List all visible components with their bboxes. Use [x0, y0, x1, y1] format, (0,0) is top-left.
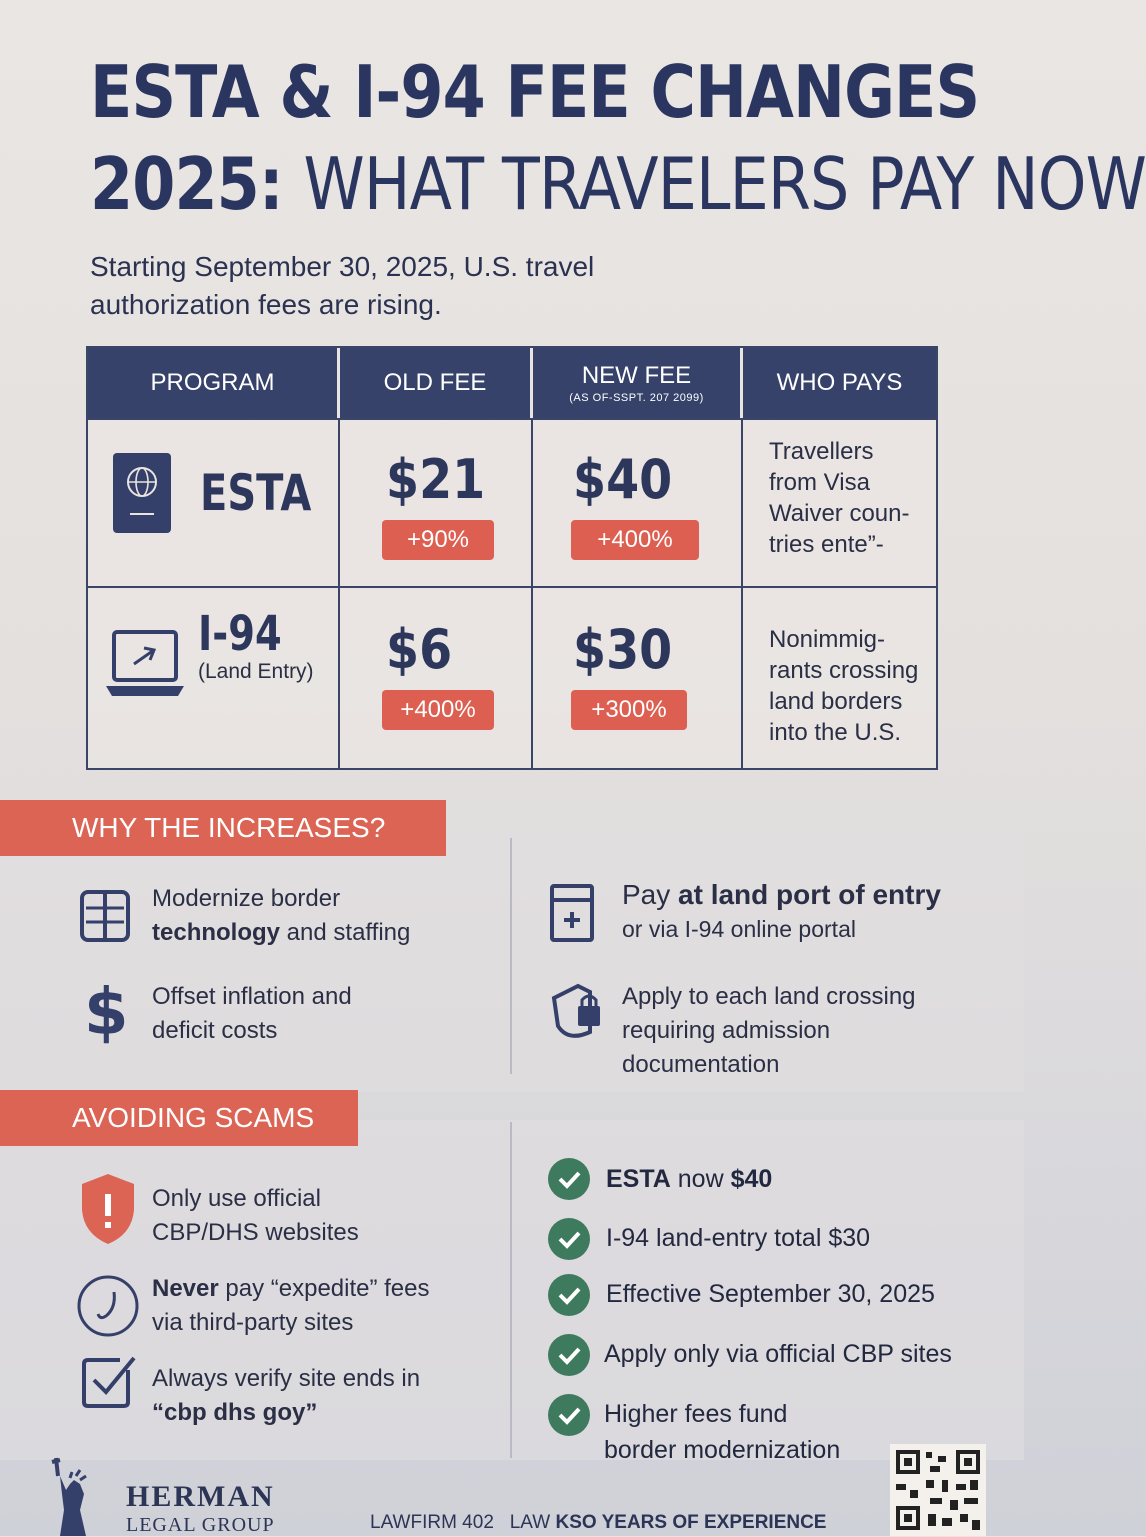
why-item-4: Apply to each land crossing requiring admission documentation — [622, 983, 916, 1078]
old-fee-cell — [340, 420, 533, 586]
new-fee-badge: +400% — [571, 520, 699, 560]
header-who-pays: WHO PAYS — [776, 369, 903, 396]
scam-item-3: Always verify site ends in “cbp dhs goy” — [152, 1365, 421, 1426]
program-name: ESTA — [200, 464, 312, 522]
header-new-fee: NEW FEE (AS OF-SSPT. 207 2099) — [533, 348, 743, 418]
header-old-fee: OLD FEE — [340, 348, 533, 418]
title-year: 2025: — [90, 142, 283, 226]
phone-icon — [76, 1274, 140, 1338]
old-fee: $6 — [386, 618, 453, 681]
why-item-2: Offset inflation and deficit costs — [152, 983, 352, 1044]
who-pays-cell — [743, 420, 936, 586]
checklist-item: I-94 land-entry total $30 — [606, 1224, 871, 1252]
scams-heading: AVOIDING SCAMS — [0, 1090, 358, 1146]
passport-icon — [112, 452, 172, 534]
intro-text: Starting September 30, 2025, U.S. travel authorization fees are rising. — [90, 251, 595, 320]
new-fee-cell — [533, 420, 743, 586]
program-cell — [88, 588, 340, 770]
check-icon — [548, 1394, 590, 1436]
title-rest: WHAT TRAVELERS PAY NOW — [303, 142, 1146, 226]
new-fee: $30 — [573, 618, 673, 681]
kiosk-icon — [548, 882, 596, 944]
footer-tagline: LAWFIRM 402 LAW KSO YEARS OF EXPERIENCE — [370, 1512, 827, 1533]
check-icon — [548, 1274, 590, 1316]
firm-sub: LEGAL GROUP — [126, 1514, 275, 1536]
title-line-1: ESTA & I-94 FEE CHANGES — [90, 50, 980, 134]
new-fee-badge: +300% — [571, 690, 687, 730]
warning-shield-icon — [80, 1172, 136, 1246]
old-fee-badge: +90% — [382, 520, 494, 560]
fee-table — [86, 346, 938, 770]
laptop-icon — [104, 628, 186, 700]
table-row — [88, 418, 936, 586]
why-heading: WHY THE INCREASES? — [0, 800, 446, 856]
check-icon — [548, 1158, 590, 1200]
who-pays-text: Nonimmig- rants crossing land borders into the U.S. — [769, 626, 919, 746]
new-fee: $40 — [573, 448, 673, 511]
old-fee: $21 — [386, 448, 486, 511]
dollar-icon: $ — [84, 976, 129, 1050]
fee-table-header — [88, 348, 936, 418]
who-pays-cell — [743, 588, 936, 770]
firm-logo — [126, 1480, 275, 1537]
check-icon — [548, 1334, 590, 1376]
checklist-item: ESTA now $40 — [606, 1165, 773, 1193]
statue-of-liberty-icon — [40, 1454, 112, 1536]
check-icon — [548, 1218, 590, 1260]
scam-item-1: Only use official CBP/DHS websites — [152, 1185, 359, 1246]
scam-item-2: Never pay “expedite” fees via third-party sites — [152, 1275, 430, 1336]
program-name: I-94 — [198, 606, 282, 662]
header-new-fee-sub: (AS OF-SSPT. 207 2099) — [569, 392, 704, 404]
why-divider — [510, 838, 512, 1074]
who-pays-text: Travellers from Visa Waiver coun- tries ente”- — [769, 438, 910, 558]
table-row — [88, 586, 936, 770]
checklist-item: Higher fees fund border modernization — [604, 1400, 841, 1464]
checklist-item: Effective September 30, 2025 — [606, 1280, 935, 1308]
title-line-2 — [90, 138, 1146, 230]
header-program: PROGRAM — [88, 348, 340, 418]
checklist-item: Apply only via official CBP sites — [604, 1340, 952, 1368]
old-fee-cell — [340, 588, 533, 770]
new-fee-cell — [533, 588, 743, 770]
gate-icon — [78, 888, 132, 944]
why-item-1: Modernize border technology and staffing — [152, 885, 411, 946]
program-sub: (Land Entry) — [198, 660, 314, 683]
scams-divider — [510, 1122, 512, 1458]
qr-code-icon — [890, 1444, 986, 1536]
old-fee-badge: +400% — [382, 690, 494, 730]
page-title — [90, 46, 1146, 230]
checkbox-icon — [80, 1350, 140, 1414]
why-item-3: Pay at land port of entry or via I-94 online portal — [622, 879, 941, 942]
shield-lock-icon — [548, 982, 606, 1044]
program-cell — [88, 420, 340, 586]
firm-name: HERMAN — [126, 1480, 275, 1513]
